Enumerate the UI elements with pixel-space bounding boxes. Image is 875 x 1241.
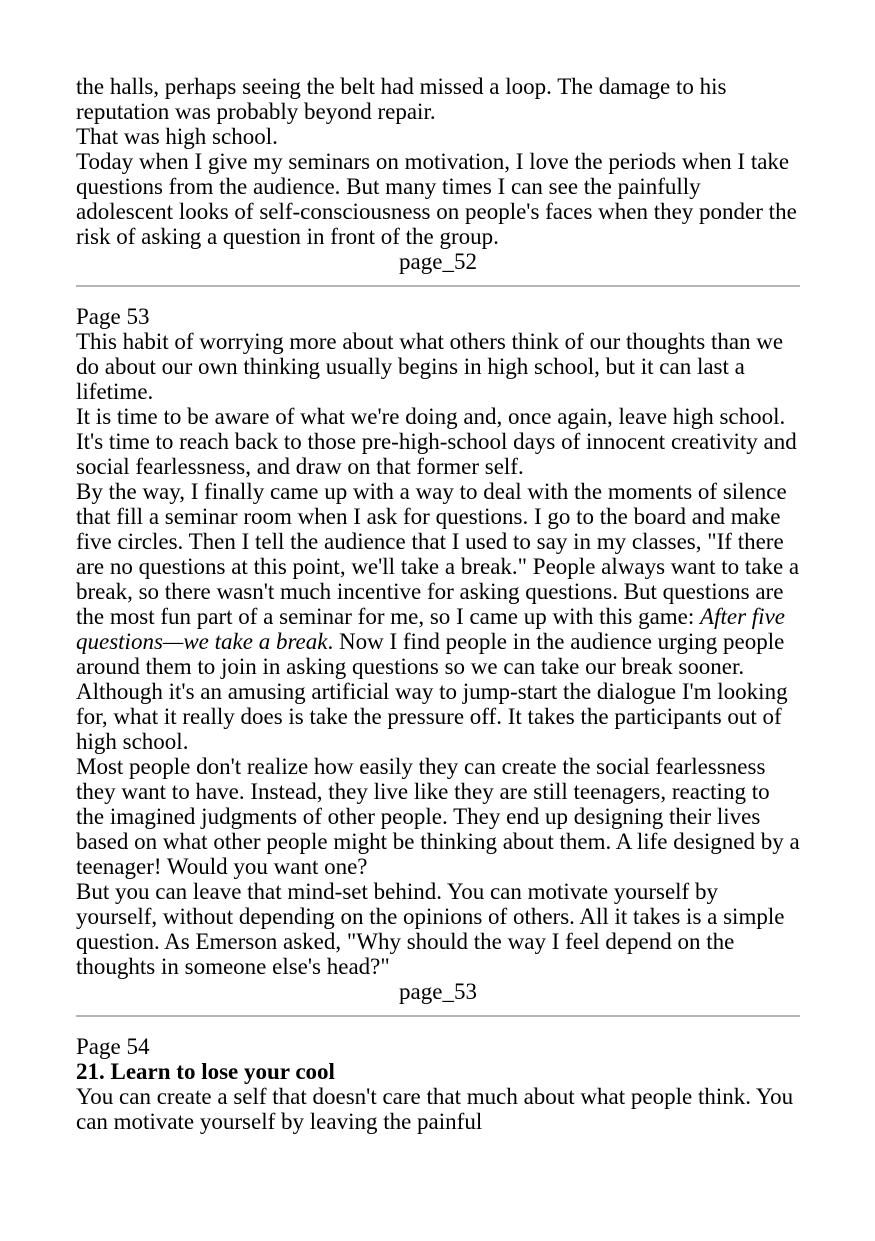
text-run: . Now I find people in the audience urging people around them to join in asking questions so we can take our break sooner.: [76, 629, 785, 679]
paragraph: Most people don't realize how easily they can create the social fearlessness they want to have. Instead, they live like they are still teenagers, reacting to the imagined judgments of other people. They end up designing their lives based on what other people might be thinking about them. A life designed by a teenager! Would you want one?: [76, 754, 800, 879]
paragraph: Although it's an amusing artificial way to jump-start the dialogue I'm looking for, what it really does is take the pressure off. It takes the participants out of high school.: [76, 679, 788, 754]
paragraph-seminar: [76, 479, 800, 679]
text-run: By the way, I finally came up with a way to deal with the moments of silence that fill a seminar room when I ask for questions. I go to the board and make five circles. Then I tell the audience that I used to say in my classes, "If there are no questions at this point, we'll take a break." People always want to take a break, so there wasn't much incentive for asking questions. But questions are the most fun part of a seminar for me, so I came up with this game:: [76, 479, 800, 629]
paragraph: the halls, perhaps seeing the belt had missed a loop. The damage to his reputation was probably beyond repair.: [76, 74, 727, 124]
page-header: Page 53: [76, 304, 150, 329]
paragraph: It is time to be aware of what we're doing and, once again, leave high school. It's time to reach back to those pre-high-school days of innocent creativity and social fearlessness, and draw on that former self.: [76, 404, 797, 479]
page-footer-marker: page_52: [399, 249, 477, 274]
chapter-title: 21. Learn to lose your cool: [76, 1059, 335, 1084]
document-body: [76, 74, 800, 1134]
paragraph: This habit of worrying more about what others think of our thoughts than we do about our own thinking usually begins in high school, but it can last a lifetime.: [76, 329, 784, 404]
page-footer-marker: page_53: [399, 979, 477, 1004]
paragraph: But you can leave that mind-set behind. You can motivate yourself by yourself, without depending on the opinions of others. All it takes is a simple question. As Emerson asked, "Why should the way I feel depend on the thoughts in someone else's head?": [76, 879, 785, 979]
paragraph: That was high school.: [76, 124, 278, 149]
page-divider: [76, 1015, 800, 1017]
paragraph: Today when I give my seminars on motivation, I love the periods when I take questions from the audience. But many times I can see the painfully adolescent looks of self-consciousness on people's faces when they ponder the risk of asking a question in front of the group.: [76, 149, 797, 249]
italic-text-run: After five questions—we take a break: [76, 604, 785, 654]
page-header: Page 54: [76, 1034, 150, 1059]
page-divider: [76, 285, 800, 287]
paragraph: You can create a self that doesn't care that much about what people think. You can motivate yourself by leaving the painful: [76, 1084, 794, 1134]
